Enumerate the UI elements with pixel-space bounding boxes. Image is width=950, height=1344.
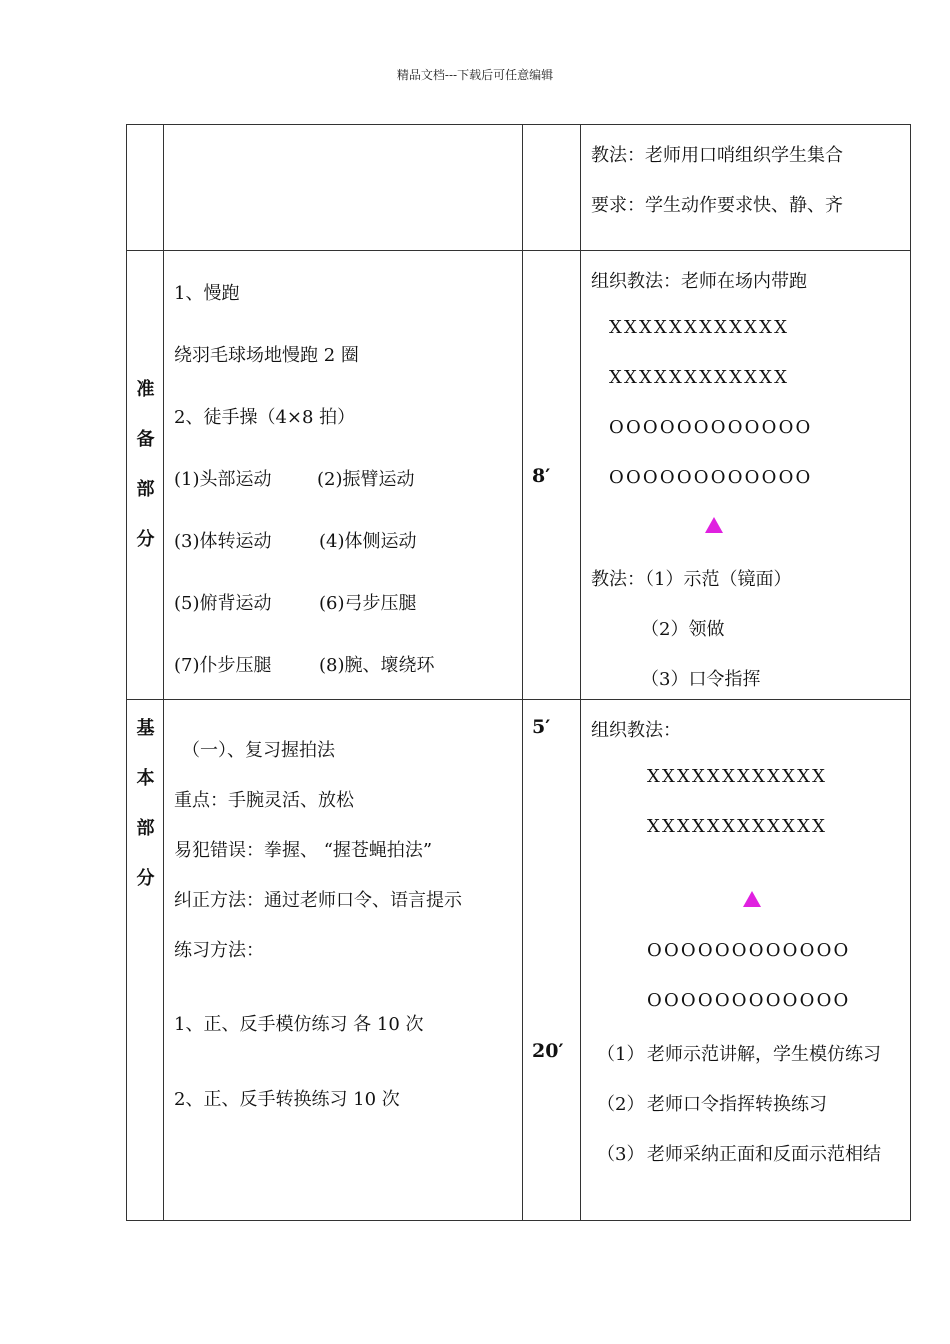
time-cell (523, 251, 581, 700)
content-cell (164, 251, 523, 700)
method-text: 老师示范讲解，学生模仿练习 (647, 1044, 881, 1065)
org-cell (581, 700, 911, 1221)
page-header: 精品文档---下载后可任意编辑 (396, 68, 554, 82)
content-line: （一）、复习握拍法 (182, 740, 335, 761)
lesson-plan-table (126, 124, 911, 1221)
time-cell (523, 125, 581, 251)
teaching-step: （2）领做 (641, 619, 725, 640)
content-line: 重点：手腕灵活、放松 (174, 790, 354, 811)
content-line: 1、正、反手模仿练习 各 10 次 (174, 1014, 424, 1035)
org-title: 组织教法： (591, 720, 681, 741)
method-text: 老师采纳正面和反面示范相结 (647, 1144, 881, 1165)
org-cell (581, 125, 911, 251)
section-char: 分 (136, 868, 155, 889)
content-line: 纠正方法：通过老师口令、语言提示 (174, 890, 462, 911)
exercise-item: (7)仆步压腿 (174, 655, 272, 676)
formation-row: OOOOOOOOOOOO (647, 940, 851, 961)
org-cell (581, 251, 911, 700)
section-char: 备 (136, 429, 155, 450)
duration: 20′ (532, 1040, 564, 1062)
formation-row: OOOOOOOOOOOO (647, 990, 851, 1011)
duration: 5′ (532, 716, 551, 738)
section-char: 基 (136, 718, 155, 739)
teacher-triangle-icon (705, 517, 723, 533)
gathering-method: 教法：老师用口哨组织学生集合 (591, 145, 843, 166)
formation-row: OOOOOOOOOOOO (609, 467, 813, 488)
exercise-item: (1)头部运动 (174, 469, 272, 490)
section-cell (127, 251, 164, 700)
section-cell (127, 700, 164, 1221)
gathering-requirement: 要求：学生动作要求快、静、齐 (591, 195, 843, 216)
exercise-item: (2)振臂运动 (317, 469, 415, 490)
section-char: 准 (136, 379, 155, 400)
section-char: 本 (136, 768, 155, 789)
content-line: 练习方法： (174, 940, 264, 961)
formation-row: XXXXXXXXXXXX (609, 367, 790, 388)
duration: 8′ (532, 465, 551, 487)
content-line: 2、正、反手转换练习 10 次 (174, 1089, 400, 1110)
teaching-step: （3）口令指挥 (641, 669, 761, 690)
content-line: 易犯错误：拳握、 “握苍蝇拍法” (174, 840, 433, 861)
method-number: （2） (597, 1094, 645, 1115)
method-text: 老师口令指挥转换练习 (647, 1094, 827, 1115)
exercise-item: (8)腕、壞绕环 (319, 655, 435, 676)
method-number: （1） (597, 1044, 645, 1065)
formation-row: OOOOOOOOOOOO (609, 417, 813, 438)
content-cell (164, 700, 523, 1221)
content-cell (164, 125, 523, 251)
teacher-triangle-icon (743, 891, 761, 907)
section-char: 部 (136, 479, 155, 500)
section-char: 部 (136, 818, 155, 839)
section-cell (127, 125, 164, 251)
section-char: 分 (136, 529, 155, 550)
table-row (127, 251, 911, 700)
exercise-item: (5)俯背运动 (174, 593, 272, 614)
time-cell (523, 700, 581, 1221)
content-line: 1、慢跑 (174, 283, 240, 304)
exercise-item: (4)体侧运动 (319, 531, 417, 552)
content-line: 2、徒手操（4×8 拍） (174, 407, 356, 428)
formation-row: XXXXXXXXXXXX (609, 317, 790, 338)
method-number: （3） (597, 1144, 645, 1165)
org-title: 组织教法：老师在场内带跑 (591, 271, 807, 292)
teaching-step: 教法：（1）示范（镜面） (591, 569, 792, 590)
content-line: 绕羽毛球场地慢跑 2 圈 (174, 345, 359, 366)
exercise-item: (6)弓步压腿 (319, 593, 417, 614)
formation-row: XXXXXXXXXXXX (647, 766, 828, 787)
table-row (127, 125, 911, 251)
formation-row: XXXXXXXXXXXX (647, 816, 828, 837)
table-row (127, 700, 911, 1221)
exercise-item: (3)体转运动 (174, 531, 272, 552)
